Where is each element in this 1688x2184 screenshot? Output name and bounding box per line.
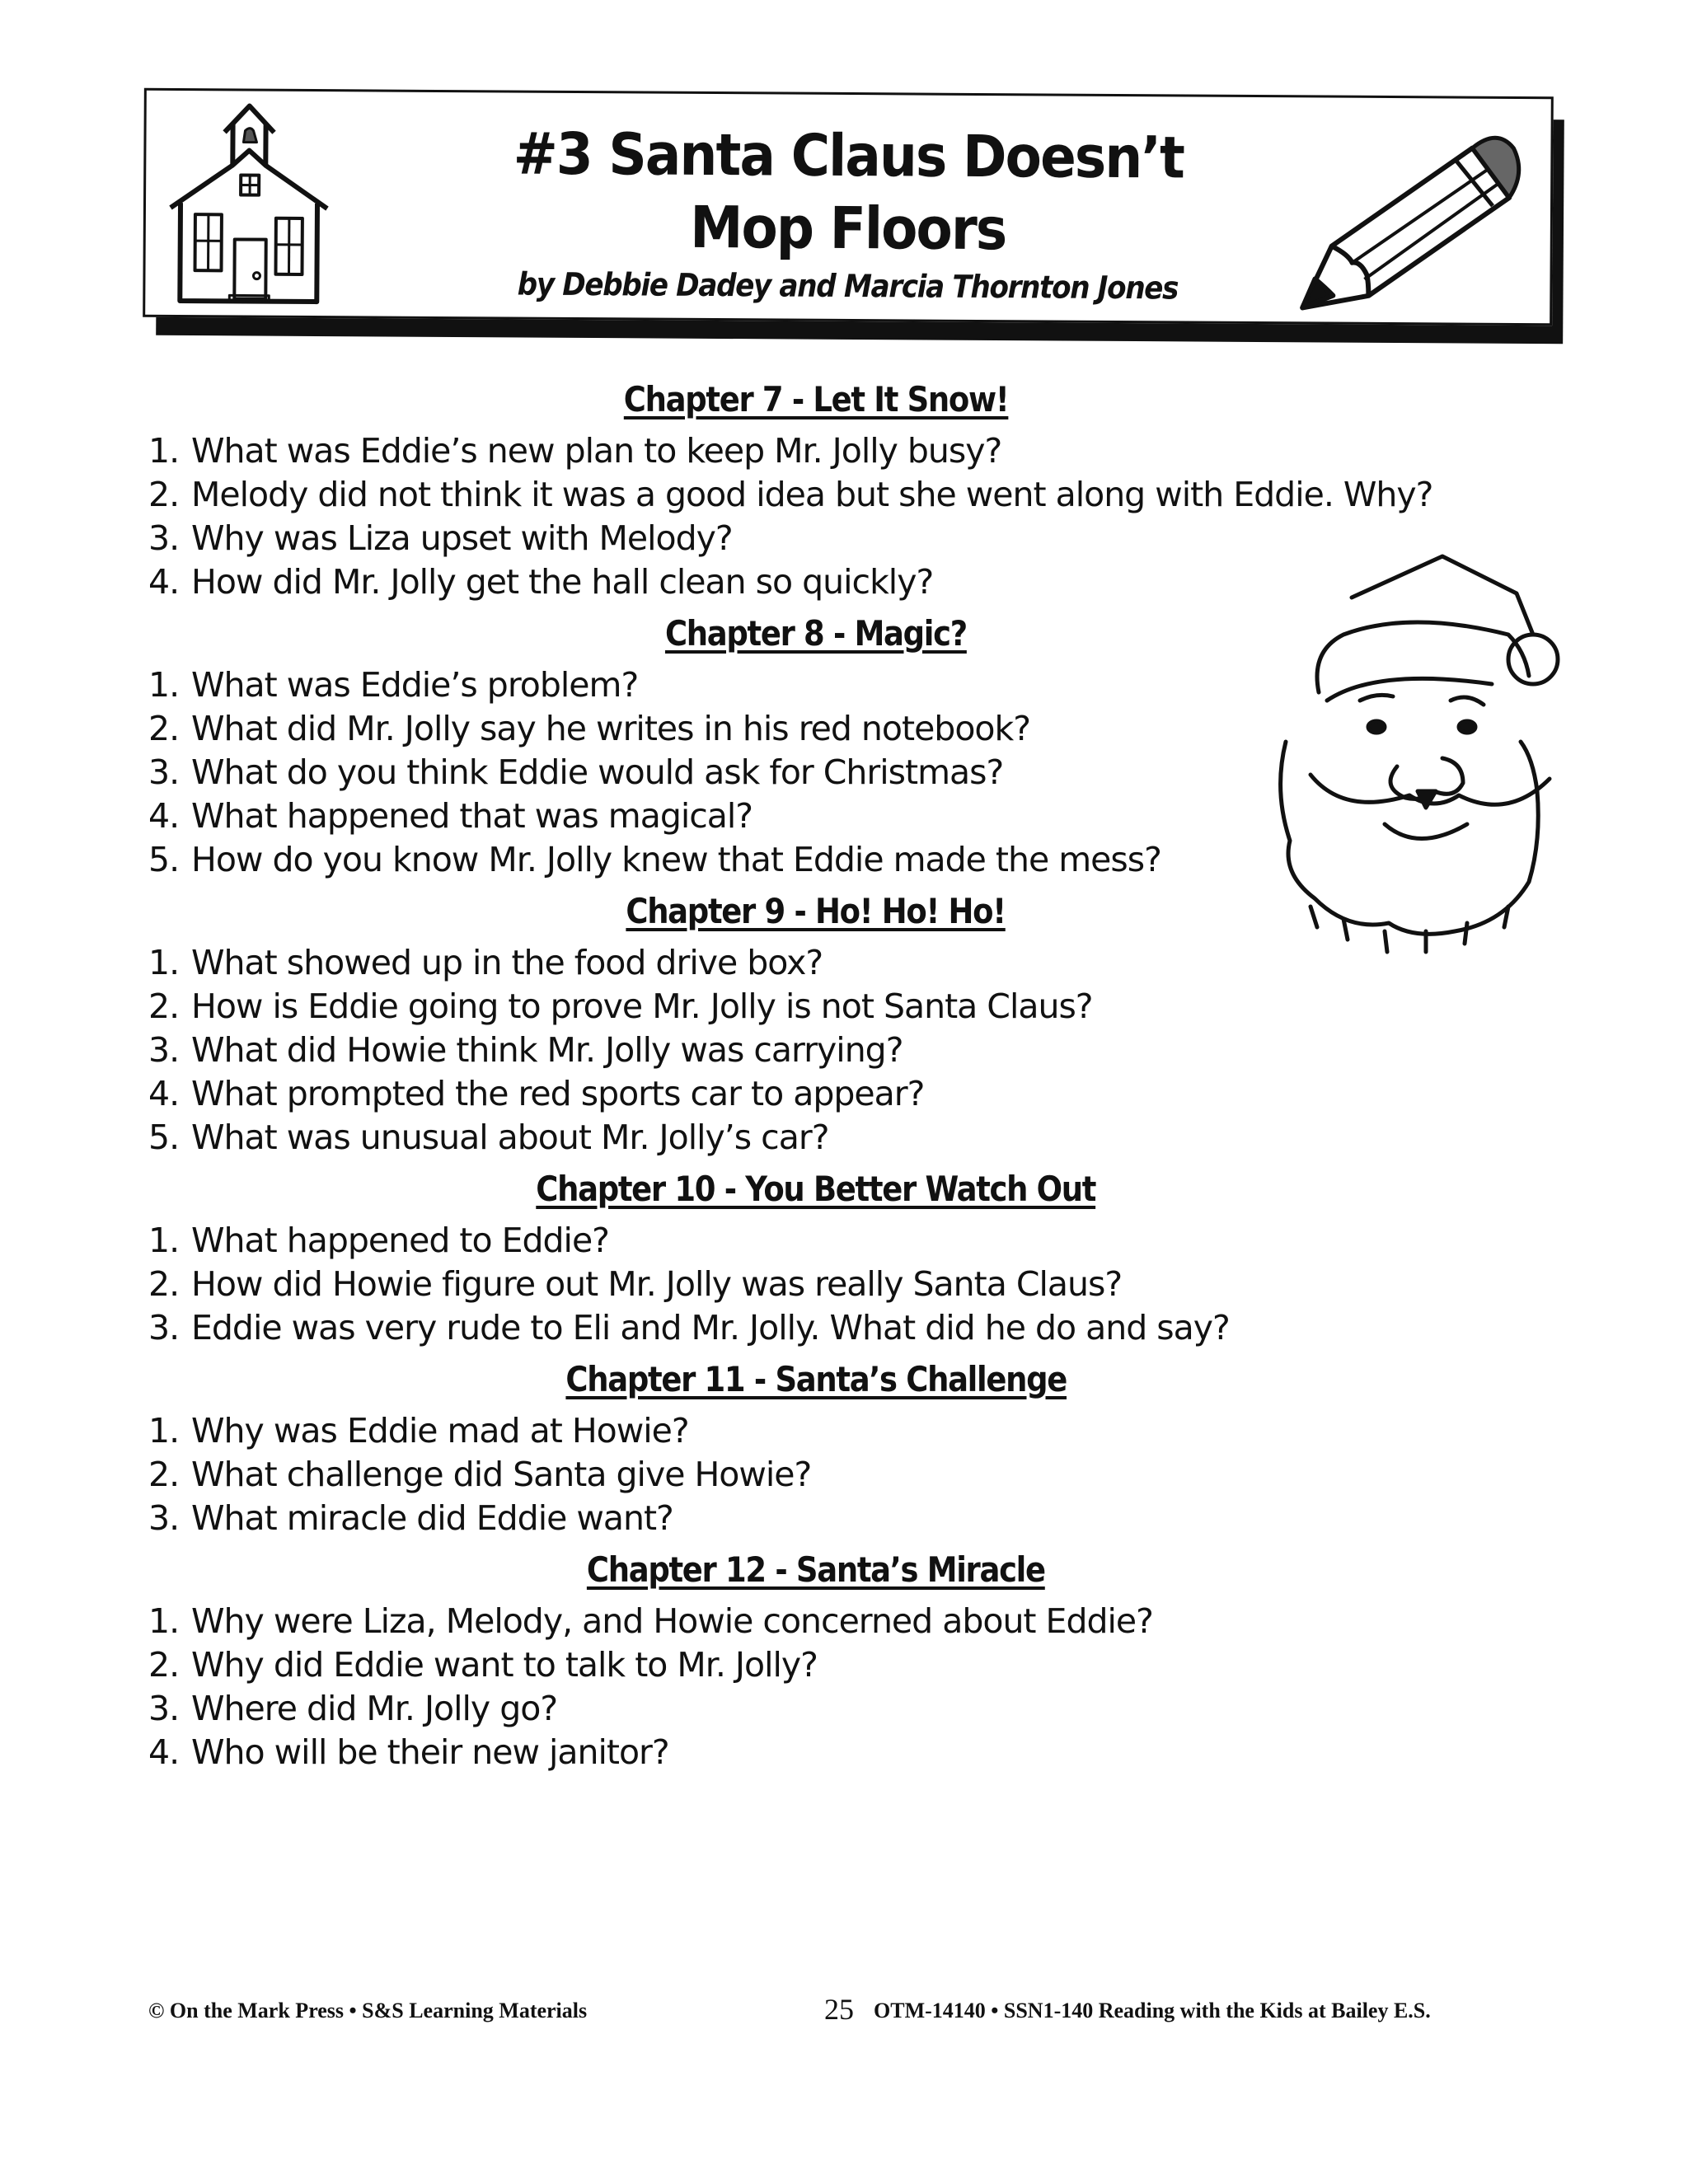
question-item: 4. How did Mr. Jolly get the hall clean so quickly? xyxy=(148,562,934,602)
question-list xyxy=(148,663,1484,882)
question-item: 3. What do you think Eddie would ask for Christmas? xyxy=(148,752,1004,792)
question-item: 3. Why was Liza upset with Melody? xyxy=(148,518,733,558)
question-item: 5. How do you know Mr. Jolly knew that Eddie made the mess? xyxy=(148,840,1161,879)
question-item: 2. What did Mr. Jolly say he writes in his red notebook? xyxy=(148,709,1031,748)
question-item: 2. Why did Eddie want to talk to Mr. Jolly? xyxy=(148,1645,818,1685)
chapter-8 xyxy=(148,609,1484,882)
chapter-heading: Chapter 10 - You Better Watch Out xyxy=(536,1169,1096,1209)
question-item: 4. Who will be their new janitor? xyxy=(148,1732,669,1772)
chapter-heading: Chapter 9 - Ho! Ho! Ho! xyxy=(626,891,1006,931)
chapter-11 xyxy=(148,1355,1484,1540)
question-item: 5. What was unusual about Mr. Jolly’s car? xyxy=(148,1118,829,1157)
question-item: 1. Why were Liza, Melody, and Howie concerned about Eddie? xyxy=(148,1601,1153,1641)
question-item: 1. What was Eddie’s new plan to keep Mr. Jolly busy? xyxy=(148,431,1002,471)
schoolhouse-icon xyxy=(153,99,345,314)
chapter-heading: Chapter 8 - Magic? xyxy=(665,613,967,654)
page-title xyxy=(429,117,1268,267)
chapter-10 xyxy=(148,1165,1484,1350)
chapter-7 xyxy=(148,375,1484,604)
question-list xyxy=(148,429,1484,604)
question-item: 3. What miracle did Eddie want? xyxy=(148,1498,673,1538)
question-item: 1. What showed up in the food drive box? xyxy=(148,943,823,982)
question-list xyxy=(148,941,1484,1160)
publisher-credit: © On the Mark Press • S&S Learning Materials xyxy=(148,1999,588,2022)
question-item: 1. What happened to Eddie? xyxy=(148,1221,609,1260)
question-item: 2. How did Howie figure out Mr. Jolly was really Santa Claus? xyxy=(148,1264,1123,1304)
author-byline: by Debbie Dadey and Marcia Thornton Jones xyxy=(517,265,1179,307)
chapter-9 xyxy=(148,887,1484,1160)
title-line-1: #3 Santa Claus Doesn’t xyxy=(513,120,1184,192)
question-item: 4. What happened that was magical? xyxy=(148,796,753,836)
question-item: 2. Melody did not think it was a good idea but she went along with Eddie. Why? xyxy=(148,475,1433,514)
question-item: 1. What was Eddie’s problem? xyxy=(148,665,639,705)
question-item: 4. What prompted the red sports car to appear? xyxy=(148,1074,925,1113)
question-item: 2. How is Eddie going to prove Mr. Jolly is not Santa Claus? xyxy=(148,987,1093,1026)
question-item: 3. Eddie was very rude to Eli and Mr. Jolly. What did he do and say? xyxy=(148,1308,1230,1347)
question-item: 3. Where did Mr. Jolly go? xyxy=(148,1689,558,1728)
chapter-heading: Chapter 11 - Santa’s Challenge xyxy=(565,1359,1067,1399)
page-number: 25 xyxy=(824,1993,854,2026)
title-line-2: Mop Floors xyxy=(690,193,1006,264)
question-item: 3. What did Howie think Mr. Jolly was carrying? xyxy=(148,1030,903,1070)
question-list xyxy=(148,1600,1484,1774)
question-item: 2. What challenge did Santa give Howie? xyxy=(148,1455,812,1494)
chapter-heading: Chapter 12 - Santa’s Miracle xyxy=(587,1549,1045,1590)
question-item: 1. Why was Eddie mad at Howie? xyxy=(148,1411,689,1451)
question-content xyxy=(148,375,1484,1779)
question-list xyxy=(148,1219,1484,1350)
pencil-icon xyxy=(1286,122,1534,321)
title-banner xyxy=(143,88,1554,326)
chapter-heading: Chapter 7 - Let It Snow! xyxy=(623,379,1009,419)
question-list xyxy=(148,1409,1484,1540)
product-code: OTM-14140 • SSN1-140 Reading with the Kids at Bailey E.S. xyxy=(874,1999,1431,2022)
chapter-12 xyxy=(148,1545,1484,1774)
